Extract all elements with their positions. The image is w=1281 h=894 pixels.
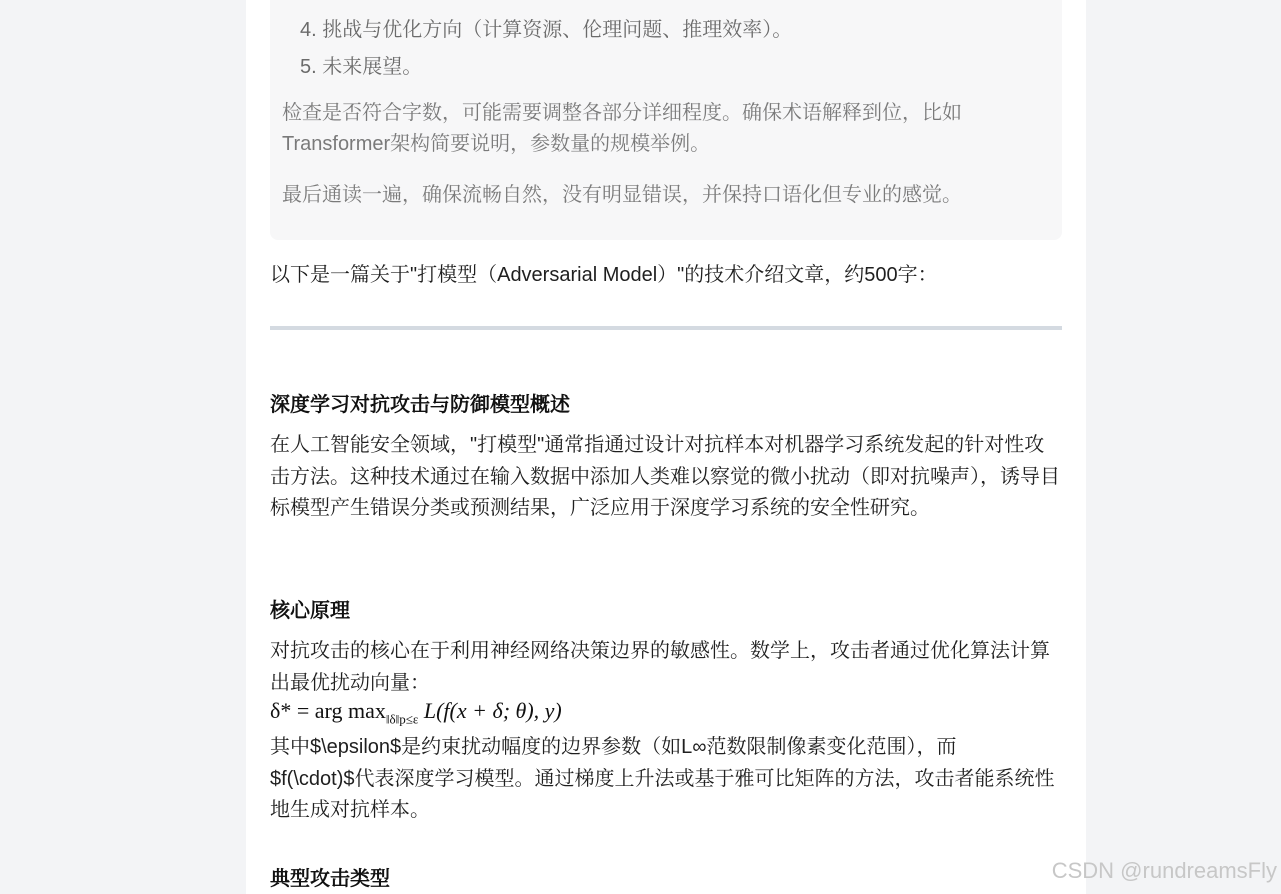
thinking-list-item [300, 50, 422, 79]
section-heading: 典型攻击类型 [270, 868, 390, 890]
list-text: 挑战与优化方向（计算资源、伦理问题、推理效率）。 [322, 19, 793, 41]
formula-tail: L(f(x + δ; θ), y) [423, 698, 562, 723]
formula-main: δ* = arg max [270, 698, 386, 723]
thinking-block [270, 0, 1062, 240]
section-paragraph: 对抗攻击的核心在于利用神经网络决策边界的敏感性。数学上，攻击者通过优化算法计算出最优扰动向量： [270, 640, 1050, 694]
section-paragraph: 在人工智能安全领域，"打模型"通常指通过设计对抗样本对机器学习系统发起的针对性攻击方法。这种技术通过在输入数据中添加人类难以察觉的微小扰动（即对抗噪声），诱导目标模型产生错误分类或预测结果，广泛应用于深度学习系统的安全性研究。 [270, 434, 1060, 519]
list-number: 5. [300, 56, 317, 78]
intro-line: 以下是一篇关于"打模型（Adversarial Model）"的技术介绍文章，约500字： [270, 264, 938, 286]
section-heading: 深度学习对抗攻击与防御模型概述 [270, 394, 570, 416]
thinking-paragraph: 最后通读一遍，确保流畅自然，没有明显错误，并保持口语化但专业的感觉。 [282, 184, 962, 206]
thinking-paragraph: 检查是否符合字数，可能需要调整各部分详细程度。确保术语解释到位，比如Transformer架构简要说明，参数量的规模举例。 [282, 102, 962, 155]
divider [270, 326, 1062, 330]
list-number: 4. [300, 19, 317, 41]
math-formula [270, 698, 562, 727]
thinking-list-item [300, 13, 792, 42]
article-page [246, 0, 1086, 894]
formula-subscript: ‖δ‖p≤ε [385, 711, 419, 727]
watermark: CSDN @rundreamsFly [1051, 858, 1277, 883]
section-heading: 核心原理 [270, 600, 350, 622]
list-text: 未来展望。 [322, 56, 423, 78]
section-paragraph: 其中$\epsilon$是约束扰动幅度的边界参数（如L∞范数限制像素变化范围），而$f(\cdot)$代表深度学习模型。通过梯度上升法或基于雅可比矩阵的方法，攻击者能系统性地生成对抗样本。 [270, 736, 1055, 821]
